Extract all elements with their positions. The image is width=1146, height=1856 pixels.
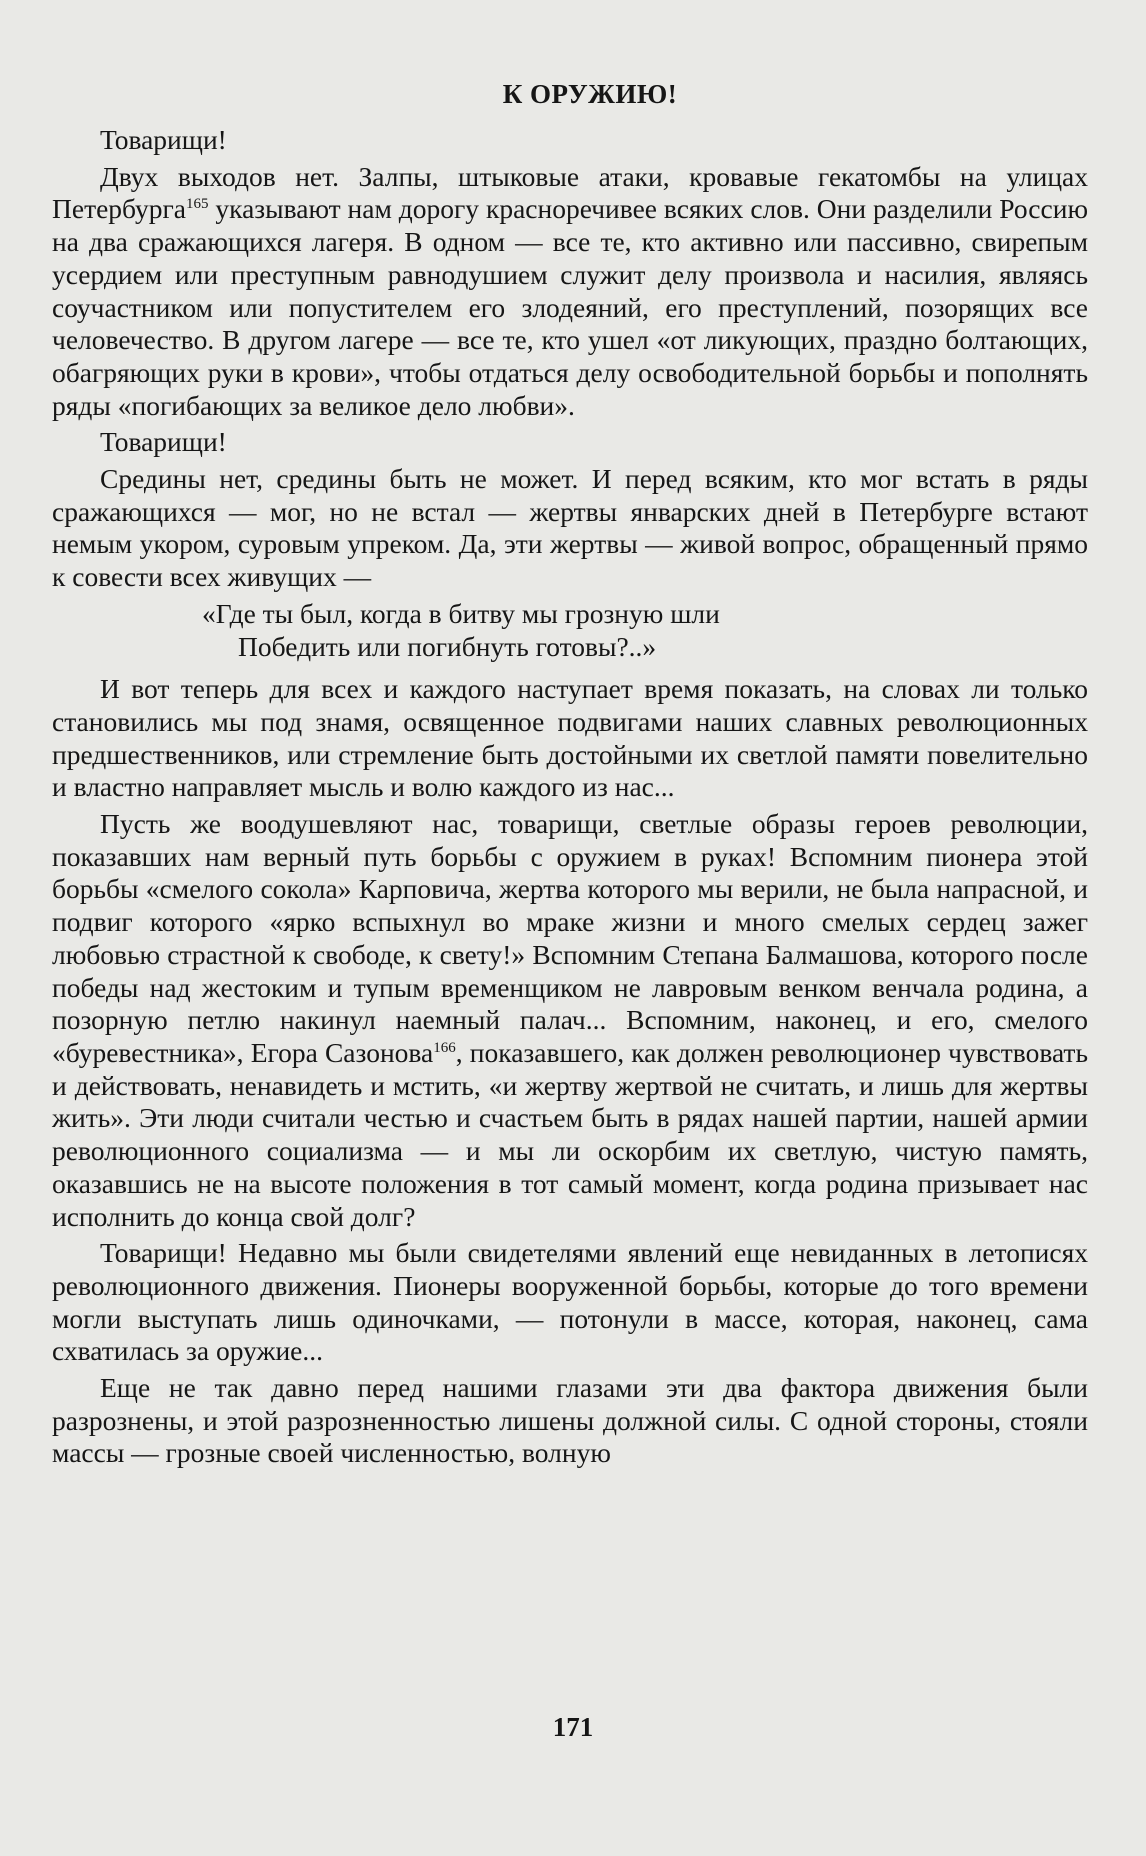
poem-line-2: Победить или погибнуть готовы?..» <box>238 630 657 662</box>
footnote-ref-165: 165 <box>185 196 209 213</box>
paragraph-4: Средины нет, средины быть не может. И перед всяким, кто мог встать в ряды сражающихся — мог, но не встал — жертвы январских дней в Петербурге встают немым укором, суровым упреком. Да, эти жертвы — живой вопрос, обращенный прямо к совести всех живущих — <box>52 463 1088 593</box>
paragraph-address-1: Товарищи! <box>100 124 227 155</box>
paragraph-2-text-b: указывают нам дорогу красноречивее всяких слов. Они разделили Россию на два сражающихся лагеря. В одном — все те, кто активно или пассивно, свирепым усердием или преступным равнодушием служит делу произвола и насилия, являясь соучастником или попустителем его злодеяний, его преступлений, позорящих все человечество. В другом лагере — все те, кто ушел «от ликующих, праздно болтающих, обагряющих руки в крови», чтобы отдаться делу освободительной борьбы и пополнять ряды «погибающих за великое дело любви». <box>52 193 1088 421</box>
paragraph-7: Товарищи! Недавно мы были свидетелями явлений еще невиданных в летописях революционного движения. Пионеры вооруженной борьбы, которые до того времени могли выступать лишь одиночками, — потонули в массе, которая, наконец, сама схватилась за оружие... <box>52 1237 1088 1367</box>
paragraph-2 <box>52 161 1088 423</box>
paragraph-6 <box>52 808 1088 1233</box>
paragraph-6-text-a: Пусть же воодушевляют нас, товарищи, светлые образы героев революции, показавших нам верный путь борьбы с оружием в руках! Вспомним пионера этой борьбы «смелого сокола» Карповича, жертва которого мы верили, не была напрасной, и подвиг которого «ярко вспыхнул во мраке жизни и много смелых сердец зажег любовью страстной к свободе, к свету!» Вспомним Степана Балмашова, которого после победы над жестоким и тупым временщиком не лавровым венком венчала родина, а позорную петлю накинул наемный палач... Вспомним, наконец, и его, смелого «буревестника», Егора Сазонова <box>52 808 1088 1068</box>
poem-line-1: «Где ты был, когда в битву мы грозную шли <box>202 597 720 629</box>
page-title: К ОРУЖИЮ! <box>502 79 678 109</box>
body-text <box>52 124 1088 1470</box>
paragraph-5: И вот теперь для всех и каждого наступает время показать, на словах ли только становились мы под знамя, освященное подвигами наших славных революционных предшественников, или стремление быть достойными их светлой памяти повелительно и властно направляет мысль и волю каждого из нас... <box>52 673 1088 803</box>
paragraph-2-text-a: Двух выходов нет. Залпы, штыковые атаки, кровавые гекатомбы на улицах Петербурга <box>52 160 1088 225</box>
footnote-ref-166: 166 <box>433 1039 456 1056</box>
paragraph-address-2: Товарищи! <box>100 426 227 458</box>
book-page <box>52 62 1088 1822</box>
paragraph-6-text-b: , показавшего, как должен революционер чувствовать и действовать, ненавидеть и мстить, «и жертву жертвой не считать, и лишь для жертвы жить». Эти люди считали честью и счастьем быть в рядах нашей партии, нашей армии революционного социализма — и мы ли оскорбим их светлую, чистую память, оказавшись не на высоте положения в тот самый момент, когда родина призывает нас исполнить до конца свой долг? <box>52 1036 1088 1232</box>
poem-quote <box>52 598 1088 663</box>
page-number: 171 <box>552 1712 594 1742</box>
paragraph-8: Еще не так давно перед нашими глазами эти два фактора движения были разрознены, и этой разрозненностью лишены должной силы. С одной стороны, стояли массы — грозные своей численностью, волную <box>52 1372 1088 1469</box>
